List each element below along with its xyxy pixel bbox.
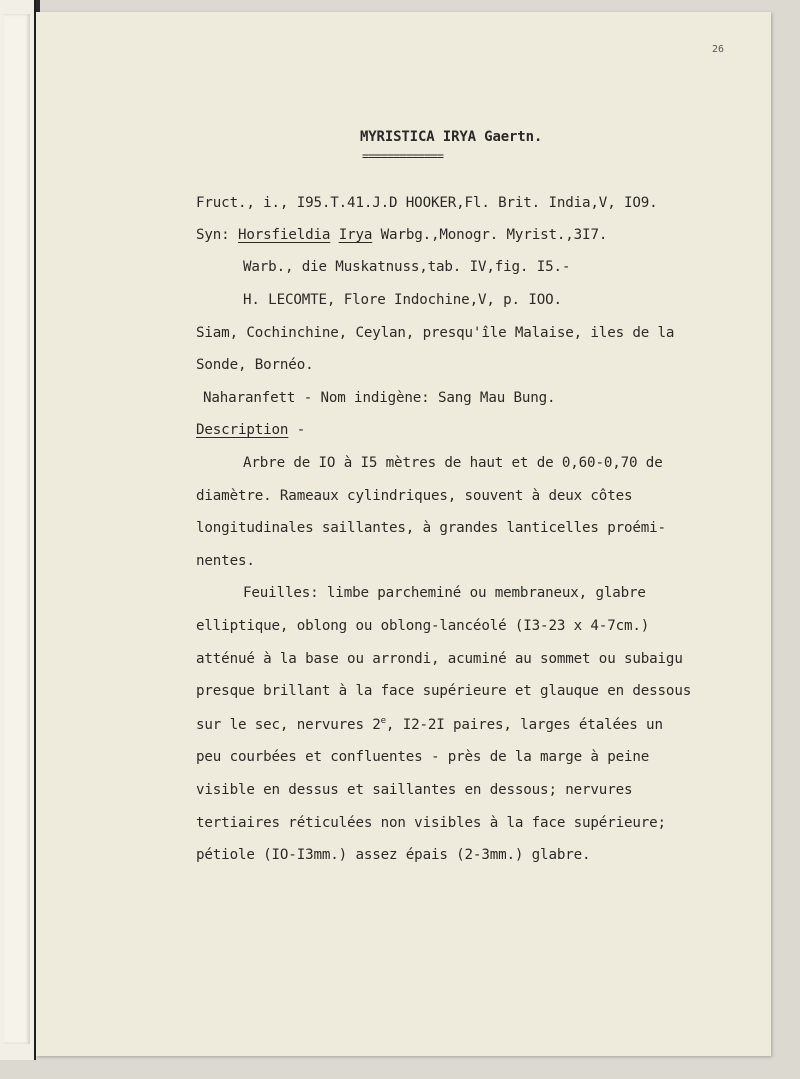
- synonym-species: Irya: [338, 227, 373, 243]
- synonym-line: [196, 228, 607, 242]
- leaves-line-8: tertiaires réticulées non visibles à la face supérieure;: [196, 815, 666, 831]
- synonym-reference: Warbg.,Monogr. Myrist.,3I7.: [372, 227, 608, 243]
- leaves-line-9: pétiole (IO-I3mm.) assez épais (2-3mm.) glabre.: [196, 847, 591, 863]
- leaves-line-4: presque brillant à la face supérieure et glauque en dessous: [196, 683, 692, 699]
- leaves-line-3: atténué à la base ou arrondi, acuminé au sommet ou subaigu: [196, 651, 683, 667]
- distribution-line-2: Sonde, Bornéo.: [196, 357, 314, 373]
- synonym-label: Syn:: [196, 227, 238, 243]
- superscript-e: e: [380, 716, 386, 726]
- description-line-2: diamètre. Rameaux cylindriques, souvent à deux côtes: [196, 488, 633, 504]
- synonym-space: [330, 227, 338, 243]
- description-line-4: nentes.: [196, 553, 255, 569]
- description-heading: [196, 423, 305, 437]
- distribution-line-1: Siam, Cochinchine, Ceylan, presqu'île Malaise, iles de la: [196, 325, 675, 341]
- species-title: MYRISTICA IRYA Gaertn.: [360, 129, 543, 145]
- description-line-1: Arbre de IO à I5 mètres de haut et de 0,60-0,70 de: [243, 455, 663, 471]
- leaves-line-5: [196, 717, 663, 732]
- synonym-genus: Horsfieldia: [237, 227, 331, 243]
- leaves-line-1: Feuilles: limbe parcheminé ou membraneux, glabre: [243, 585, 646, 601]
- title-double-underline: =============: [362, 149, 443, 163]
- page-number: 26: [712, 44, 725, 55]
- reference-line-warburg: Warb., die Muskatnuss,tab. IV,fig. I5.-: [243, 259, 571, 275]
- typewritten-page: [36, 12, 771, 1056]
- leaves-line-5-start: sur le sec, nervures 2: [196, 717, 381, 733]
- leaves-line-2: elliptique, oblong ou oblong-lancéolé (I3-23 x 4-7cm.): [196, 618, 650, 634]
- vernacular-name-line: Naharanfett - Nom indigène: Sang Mau Bung.: [203, 390, 556, 406]
- book-binding: [0, 0, 36, 1060]
- reference-line-lecomte: H. LECOMTE, Flore Indochine,V, p. IOO.: [243, 292, 562, 308]
- leaves-line-5-end: , I2-2I paires, larges étalées un: [385, 717, 663, 733]
- leaves-line-6: peu courbées et confluentes - près de la marge à peine: [196, 749, 650, 765]
- reference-line-hooker: Fruct., i., I95.T.41.J.D HOOKER,Fl. Brit. India,V, IO9.: [196, 195, 658, 211]
- leaves-line-7: visible en dessus et saillantes en dessous; nervures: [196, 782, 633, 798]
- description-heading-text: Description: [196, 422, 289, 438]
- description-heading-dash: -: [288, 422, 306, 438]
- description-line-3: longitudinales saillantes, à grandes lanticelles proémi-: [196, 520, 666, 536]
- binding-page-edge: [4, 14, 30, 1044]
